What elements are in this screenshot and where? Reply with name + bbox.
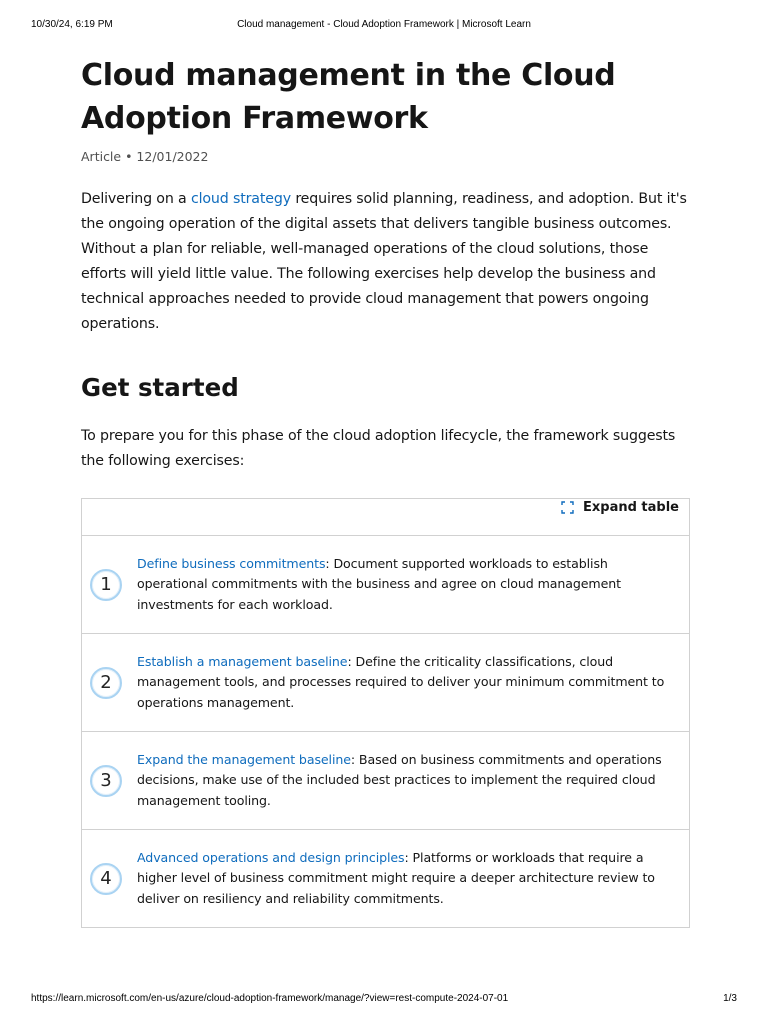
table-cell xyxy=(82,536,690,634)
article-intro xyxy=(81,187,691,337)
step-text: : Document supported workloads to establish operational commitments with the business and agree on cloud management investments for each workload. xyxy=(137,555,621,612)
step-description xyxy=(137,848,669,910)
step-number-badge: 1 xyxy=(90,569,122,601)
article-content xyxy=(81,54,691,520)
exercises-table xyxy=(81,498,690,928)
article-meta: Article • 12/01/2022 xyxy=(81,149,209,164)
table-header-cell xyxy=(82,499,690,536)
print-date: 10/30/24, 6:19 PM xyxy=(31,19,113,30)
expand-management-baseline-link[interactable]: Expand the management baseline xyxy=(137,751,351,767)
step-description xyxy=(137,652,669,714)
print-header xyxy=(31,19,737,33)
table-row xyxy=(82,732,690,830)
advanced-operations-link[interactable]: Advanced operations and design principles xyxy=(137,849,405,865)
table-cell xyxy=(82,732,690,830)
step-text: : Based on business commitments and operations decisions, make use of the included best practices to implement the required cloud management tooling. xyxy=(137,751,662,808)
step-description xyxy=(137,750,669,812)
print-footer xyxy=(31,993,737,1007)
table-cell xyxy=(82,634,690,732)
get-started-intro: To prepare you for this phase of the cloud adoption lifecycle, the framework suggests the following exercises: xyxy=(81,428,676,469)
intro-text-before: Delivering on a xyxy=(81,191,191,207)
table-row xyxy=(82,536,690,634)
table-header-row xyxy=(82,499,690,536)
get-started-heading: Get started xyxy=(81,373,239,402)
intro-text-after: requires solid planning, readiness, and adoption. But it's the ongoing operation of the digital assets that delivers tangible business outcomes. Without a plan for reliable, well-managed operations of the cloud solutions, those efforts will yield little value. The following exercises help develop the business and technical approaches needed to provide cloud management that powers ongoing operations. xyxy=(81,191,687,332)
print-document-title: Cloud management - Cloud Adoption Framework | Microsoft Learn xyxy=(237,19,531,30)
page-title: Cloud management in the Cloud Adoption Framework xyxy=(81,58,616,136)
step-number-badge: 2 xyxy=(90,667,122,699)
cloud-strategy-link[interactable]: cloud strategy xyxy=(190,191,291,207)
step-number-badge: 4 xyxy=(90,863,122,895)
print-url: https://learn.microsoft.com/en-us/azure/cloud-adoption-framework/manage/?view=rest-compute-2024-07-01 xyxy=(31,993,509,1004)
step-description xyxy=(137,554,669,616)
step-number-badge: 3 xyxy=(90,765,122,797)
step-text: : Define the criticality classifications, cloud management tools, and processes required to deliver your minimum commitment to operations management. xyxy=(137,653,665,710)
step-text: : Platforms or workloads that require a higher level of business commitment might require a deeper architecture review to deliver on resiliency and reliability commitments. xyxy=(137,849,655,906)
expand-table-label: Expand table xyxy=(583,500,679,515)
establish-management-baseline-link[interactable]: Establish a management baseline xyxy=(137,653,348,669)
table-row xyxy=(82,634,690,732)
table-cell xyxy=(82,830,690,928)
define-business-commitments-link[interactable]: Define business commitments xyxy=(137,555,326,571)
table-row xyxy=(82,830,690,928)
page-number: 1/3 xyxy=(723,993,737,1004)
